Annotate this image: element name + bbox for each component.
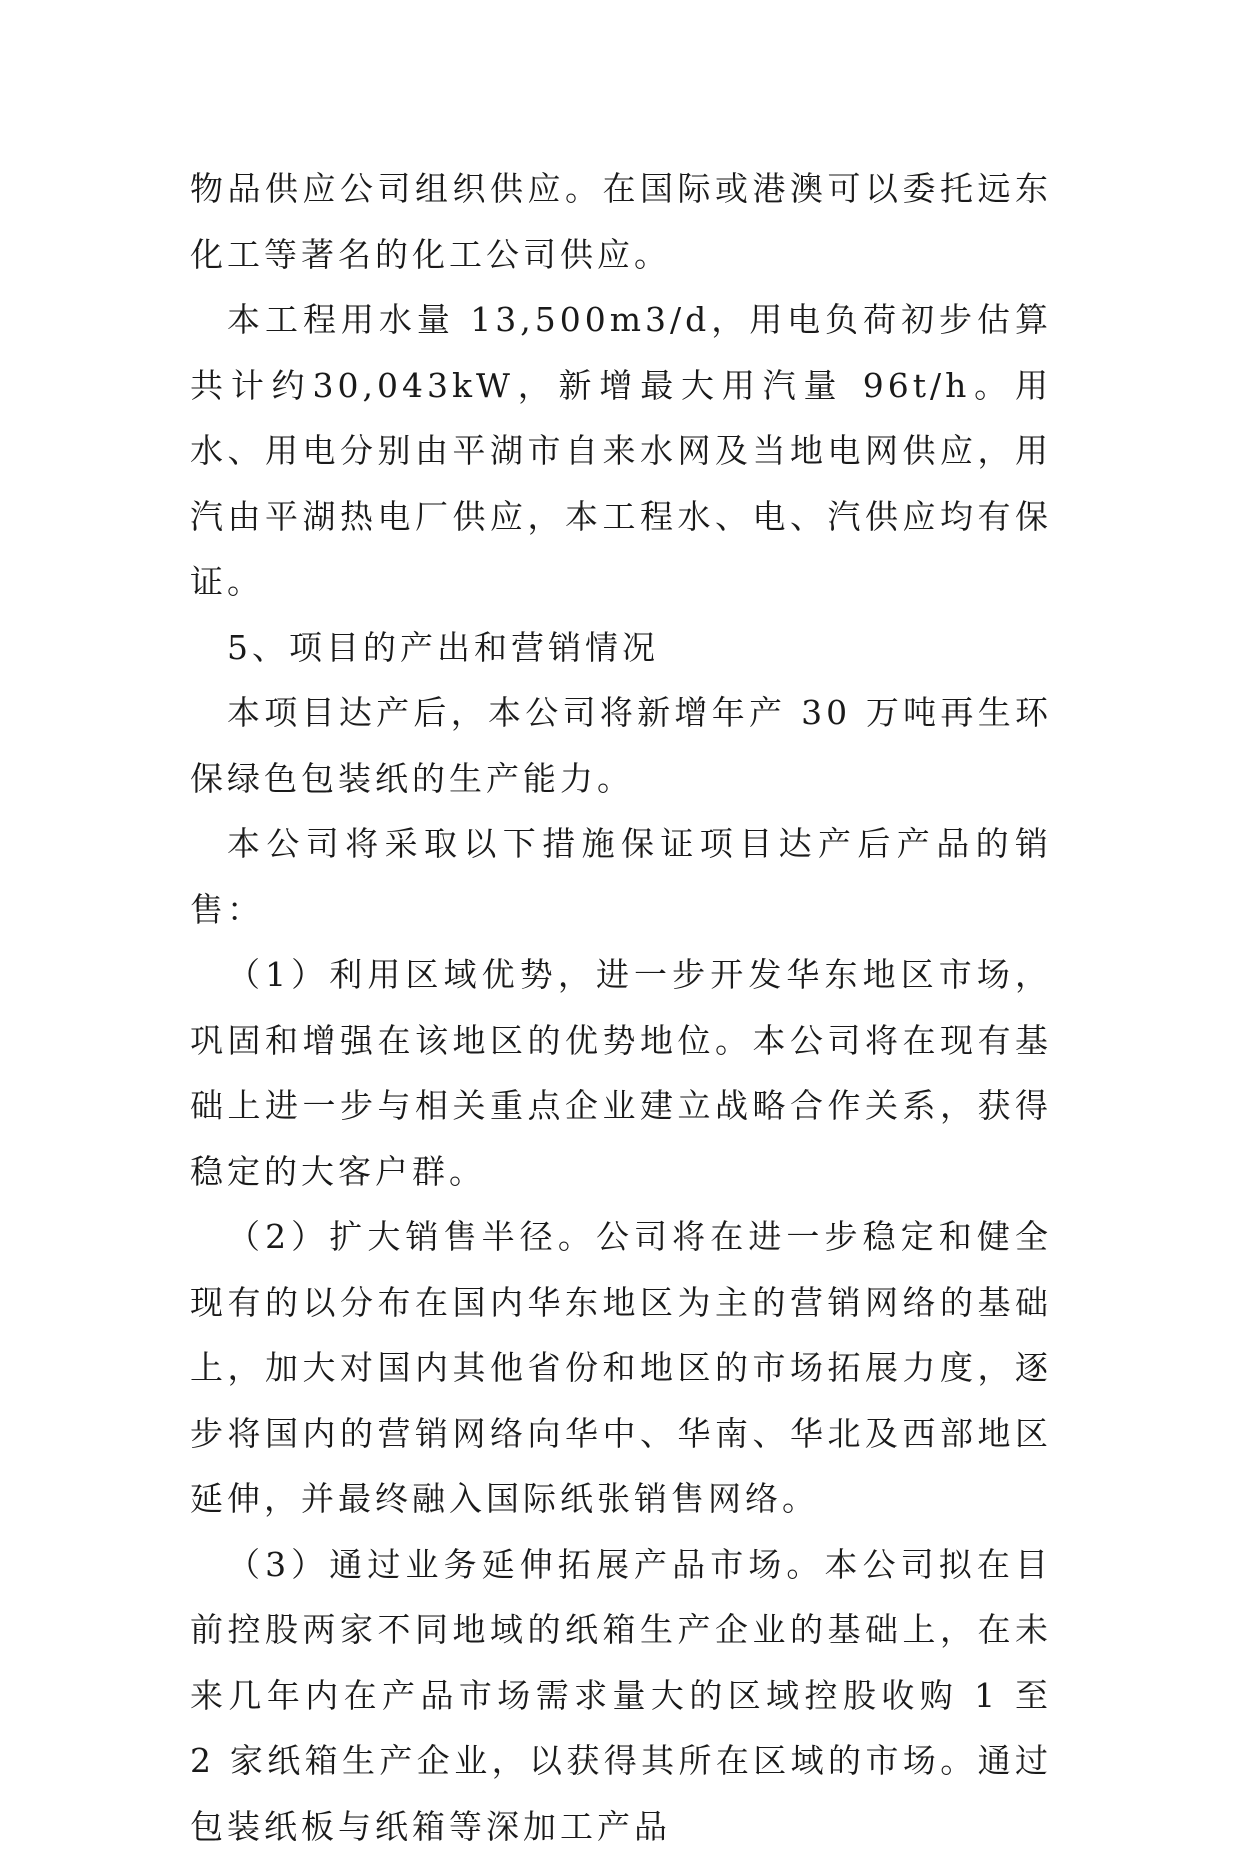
paragraph-capacity: 本项目达产后，本公司将新增年产 30 万吨再生环保绿色包装纸的生产能力。 <box>190 680 1052 811</box>
paragraph-utilities: 本工程用水量 13,500m3/d，用电负荷初步估算共计约30,043kW，新增最大用汽量 96t/h。用水、用电分别由平湖市自来水网及当地电网供应，用汽由平湖热电厂供应，本工程水、电、汽供应均有保证。 <box>190 287 1052 615</box>
paragraph-measures-intro: 本公司将采取以下措施保证项目达产后产品的销售： <box>190 811 1052 942</box>
paragraph-measure-3: （3）通过业务延伸拓展产品市场。本公司拟在目前控股两家不同地域的纸箱生产企业的基础上，在未来几年内在产品市场需求量大的区域控股收购 1 至 2 家纸箱生产企业，以获得其所在区域的市场。通过包装纸板与纸箱等深加工产品 <box>190 1532 1052 1859</box>
section-heading-output-marketing: 5、项目的产出和营销情况 <box>190 615 1052 681</box>
paragraph-continuation: 物品供应公司组织供应。在国际或港澳可以委托远东化工等著名的化工公司供应。 <box>190 156 1052 287</box>
paragraph-measure-1: （1）利用区域优势，进一步开发华东地区市场，巩固和增强在该地区的优势地位。本公司将在现有基础上进一步与相关重点企业建立战略合作关系，获得稳定的大客户群。 <box>190 942 1052 1204</box>
body-text <box>190 156 1052 1859</box>
paragraph-measure-2: （2）扩大销售半径。公司将在进一步稳定和健全现有的以分布在国内华东地区为主的营销网络的基础上，加大对国内其他省份和地区的市场拓展力度，逐步将国内的营销网络向华中、华南、华北及西部地区延伸，并最终融入国际纸张销售网络。 <box>190 1204 1052 1532</box>
